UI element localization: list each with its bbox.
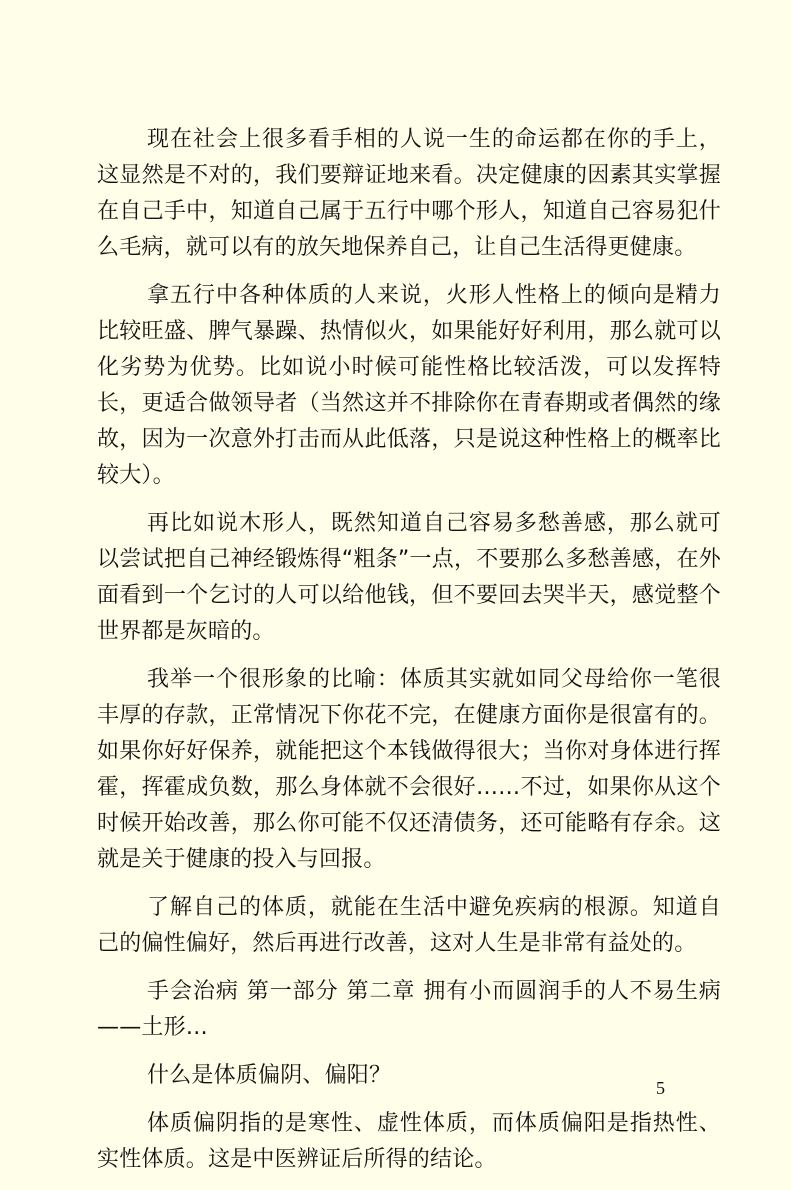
paragraph-question: 什么是体质偏阴、偏阳？ — [147, 1063, 392, 1088]
paragraph-chapter-heading: 手会治病 第一部分 第二章 拥有小而圆润手的人不易生病——土形… — [97, 979, 721, 1040]
paragraph-know-constitution: 了解自己的体质，就能在生活中避免疾病的根源。知道自己的偏性偏好，然后再进行改善，这对人生是非常有益处的。 — [97, 895, 721, 956]
paragraph-wood-type: 再比如说木形人，既然知道自己容易多愁善感，那么就可以尝试把自己神经锻炼得“粗条”一点，不要那么多愁善感，在外面看到一个乞讨的人可以给他钱，但不要回去哭半天，感觉整个世界都是灰暗的。 — [97, 511, 721, 644]
paragraph-health-in-own-hands: 现在社会上很多看手相的人说一生的命运都在你的手上，这显然是不对的，我们要辩证地来看。决定健康的因素其实掌握在自己手中，知道自己属于五行中哪个形人，知道自己容易犯什么毛病，就可以有的放矢地保养自己，让自己生活得更健康。 — [97, 127, 721, 260]
paragraph-fire-type: 拿五行中各种体质的人来说，火形人性格上的倾向是精力比较旺盛、脾气暴躁、热情似火，如果能好好利用，那么就可以化劣势为优势。比如说小时候可能性格比较活泼，可以发挥特长，更适合做领导者（当然这并不排除你在青春期或者偶然的缘故，因为一次意外打击而从此低落，只是说这种性格上的概率比较大）。 — [97, 283, 721, 488]
document-body — [97, 122, 721, 1190]
paragraph-savings-metaphor: 我举一个很形象的比喻：体质其实就如同父母给你一笔很丰厚的存款，正常情况下你花不完，在健康方面你是很富有的。如果你好好保养，就能把这个本钱做得很大；当你对身体进行挥霍，挥霍成负数，那么身体就不会很好……不过，如果你从这个时候开始改善，那么你可能不仅还清债务，还可能略有存余。这就是关于健康的投入与回报。 — [97, 667, 721, 872]
paragraph-yin-yang-definition: 体质偏阴指的是寒性、虚性体质，而体质偏阳是指热性、实性体质。这是中医辨证后所得的结论。 — [97, 1111, 721, 1172]
page-number: 5 — [656, 1078, 665, 1098]
